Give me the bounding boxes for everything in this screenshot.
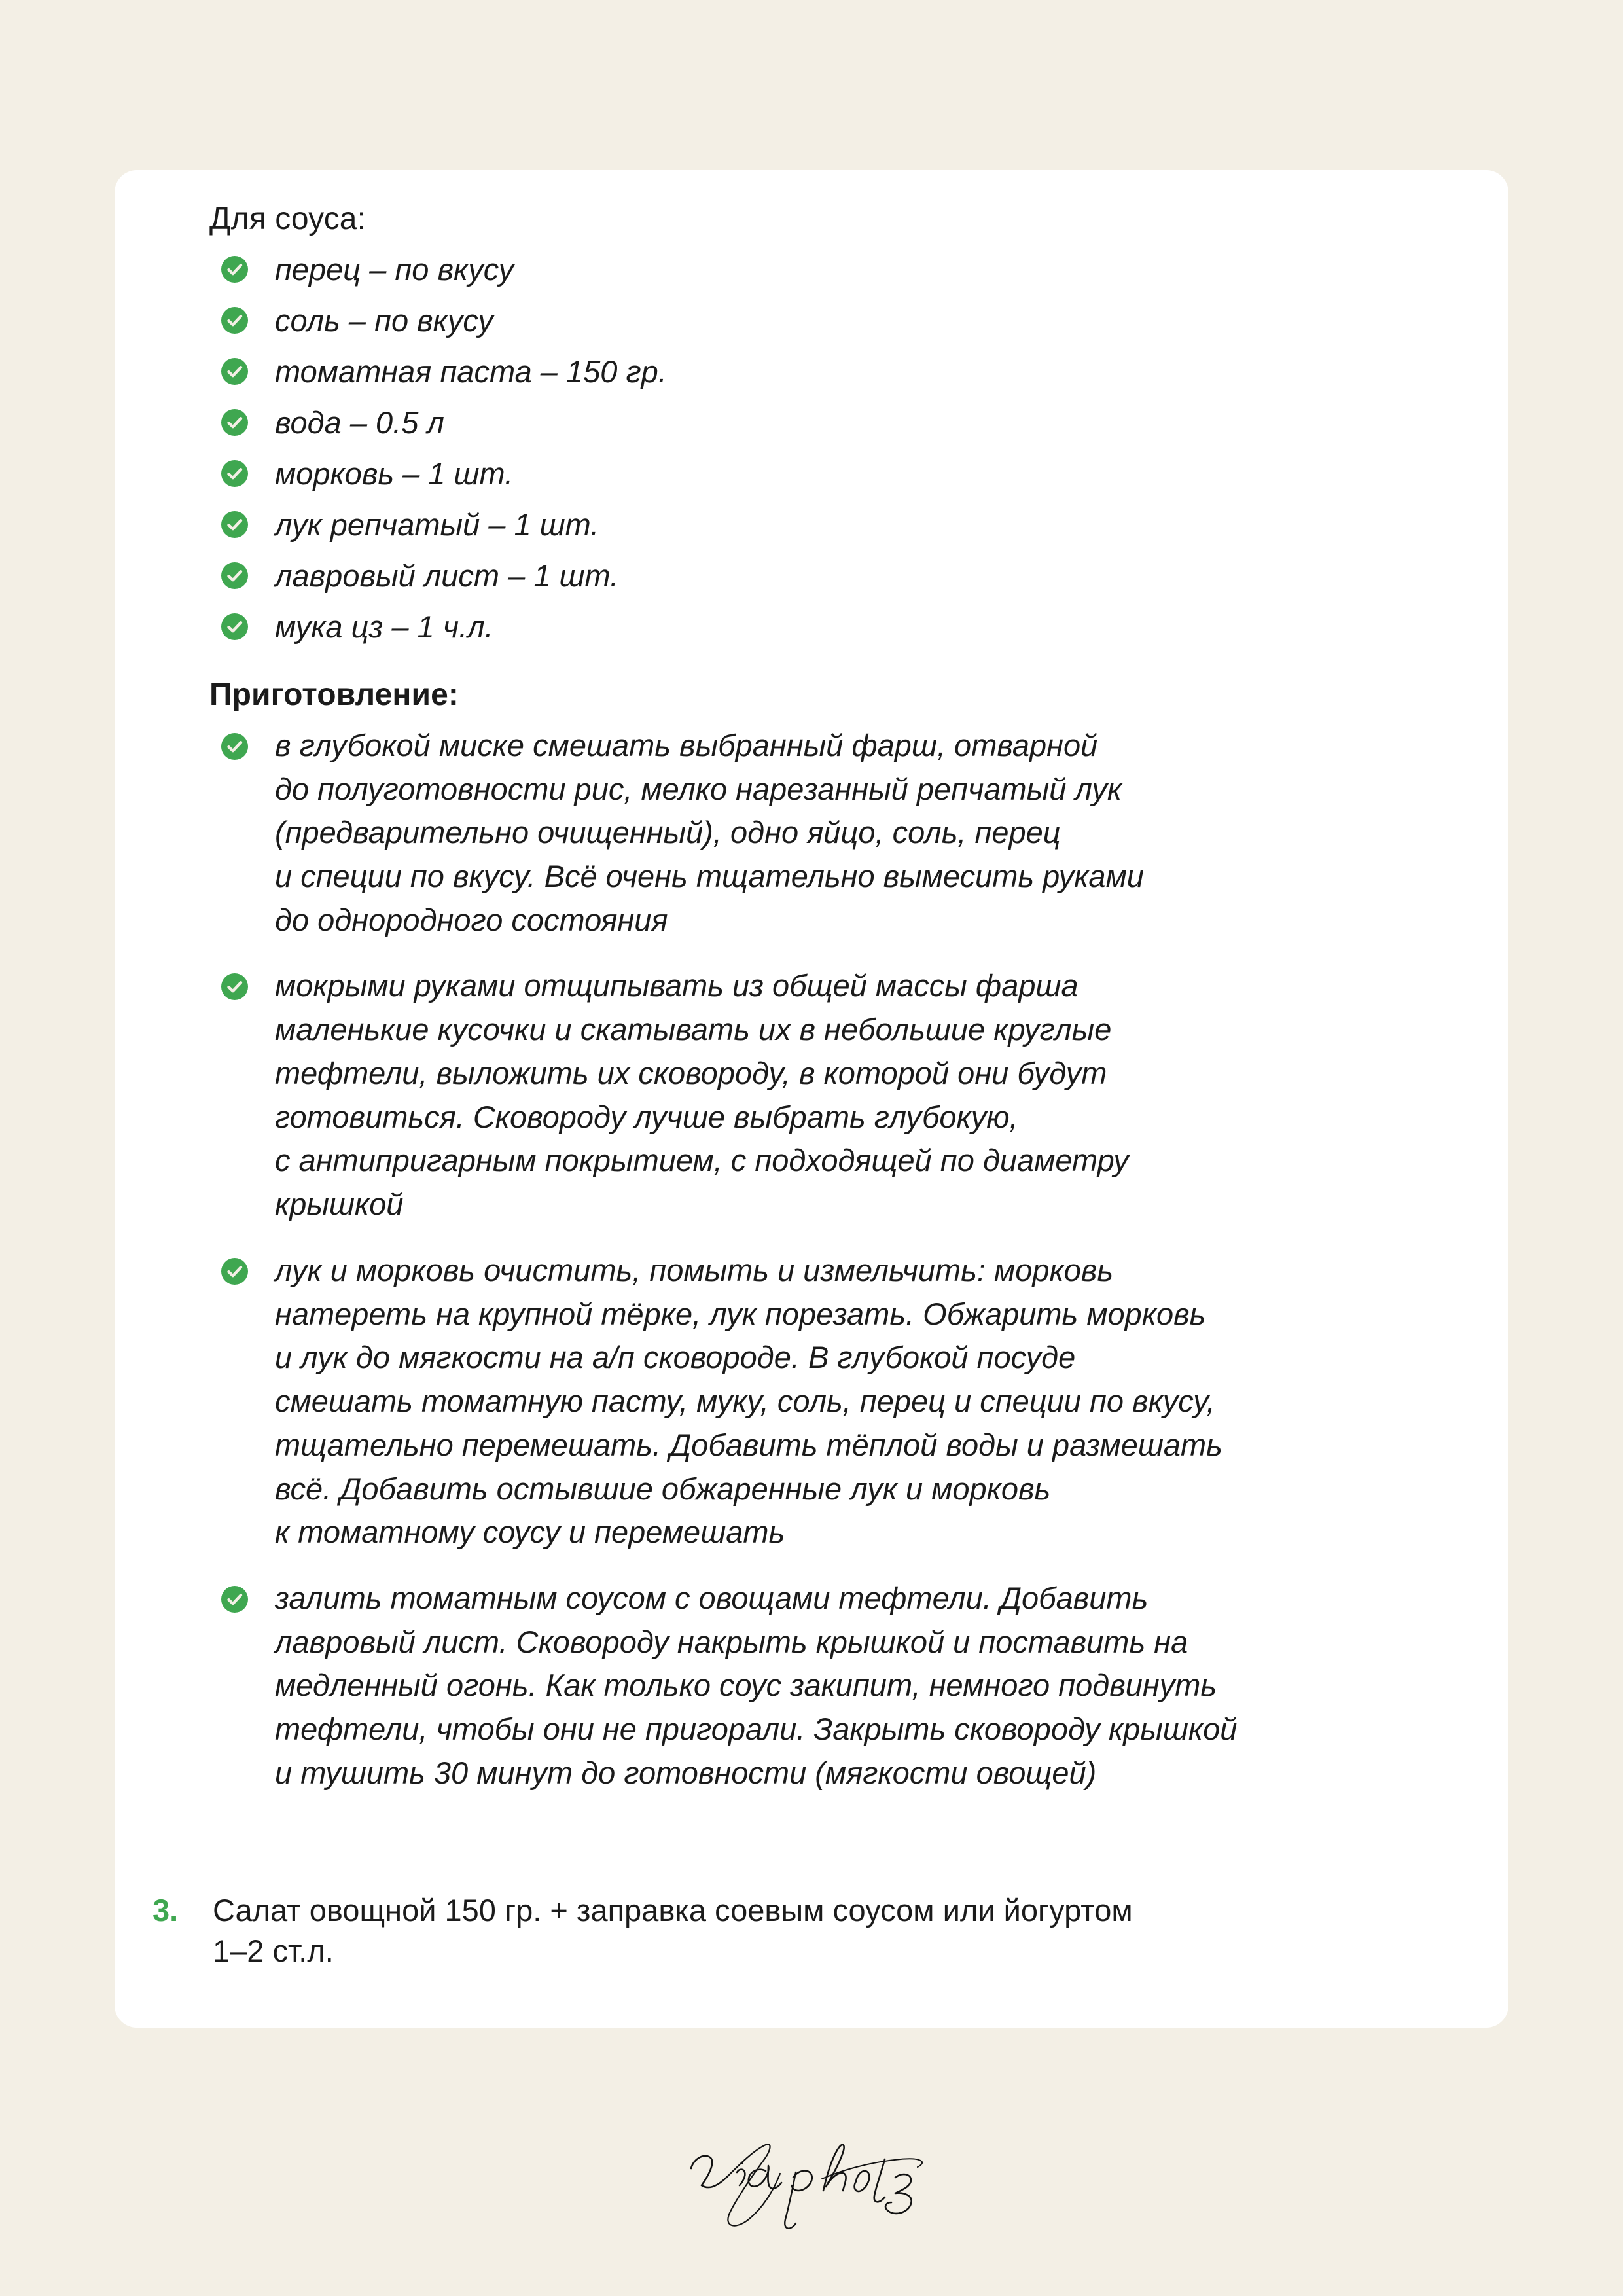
list-item (209, 351, 1492, 391)
step-line: готовиться. Сковороду лучше выбрать глубокую, (275, 1099, 1018, 1134)
numbered-list-item (152, 1890, 1522, 1971)
step-line: и тушить 30 минут до готовности (мягкости овощей) (275, 1755, 1097, 1790)
card-content (209, 200, 1492, 1795)
step-line: в глубокой миске смешать выбранный фарш, отварной (275, 727, 1098, 762)
step-line: с антипригарным покрытием, с подходящей по диаметру (275, 1143, 1129, 1178)
preparation-section-heading: Приготовление: (209, 677, 459, 713)
check-circle-icon (221, 358, 248, 385)
list-item (209, 724, 1492, 942)
step-line: до полуготовности рис, мелко нарезанный репчатый лук (275, 771, 1122, 806)
list-item-label: соль – по вкусу (275, 302, 493, 338)
list-item (209, 505, 1492, 545)
list-item (209, 1249, 1492, 1554)
check-circle-icon (221, 562, 248, 589)
step-line: до однородного состояния (275, 902, 668, 937)
list-item-label: перец – по вкусу (275, 251, 514, 287)
watermark (0, 2121, 1623, 2251)
step-line: маленькие кусочки и скатывать их в небольшие круглые (275, 1012, 1112, 1047)
step-line: смешать томатную пасту, муку, соль, перец и специи по вкусу, (275, 1384, 1215, 1419)
recipe-card (115, 170, 1508, 2028)
step-line: тщательно перемешать. Добавить тёплой воды и размешать (275, 1427, 1222, 1462)
list-item-label: мука цз – 1 ч.л. (275, 609, 493, 645)
list-item (209, 1577, 1492, 1795)
step-line: лавровый лист. Сковороду накрыть крышкой и поставить на (275, 1624, 1188, 1659)
check-circle-icon (221, 511, 248, 538)
signature-script-icon (668, 2130, 955, 2242)
step-line: тефтели, чтобы они не пригорали. Закрыть сковороду крышкой (275, 1712, 1238, 1747)
step-line: лук и морковь очистить, помыть и измельчить: морковь (275, 1252, 1114, 1287)
numbered-item-line: 1–2 ст.л. (213, 1933, 334, 1969)
preparation-step-list (209, 724, 1492, 1795)
list-item (209, 964, 1492, 1226)
step-line: крышкой (275, 1187, 404, 1222)
step-line: тефтели, выложить их сковороду, в которой они будут (275, 1055, 1107, 1090)
check-circle-icon (221, 973, 248, 1000)
check-circle-icon (221, 460, 248, 487)
check-circle-icon (221, 613, 248, 640)
check-circle-icon (221, 733, 248, 760)
check-circle-icon (221, 1258, 248, 1285)
sauce-section-heading: Для соуса: (209, 202, 366, 236)
list-item-label: лук репчатый – 1 шт. (275, 507, 599, 542)
list-item-label: морковь – 1 шт. (275, 456, 514, 491)
step-line: и специи по вкусу. Всё очень тщательно вымесить руками (275, 858, 1144, 893)
step-line: залить томатным соусом с овощами тефтели. Добавить (275, 1581, 1149, 1615)
step-line: к томатному соусу и перемешать (275, 1515, 785, 1550)
check-circle-icon (221, 409, 248, 436)
check-circle-icon (221, 256, 248, 283)
step-line: медленный огонь. Как только соус закипит, немного подвинуть (275, 1668, 1217, 1703)
step-line: (предварительно очищенный), одно яйцо, соль, перец (275, 815, 1061, 850)
list-item (209, 300, 1492, 340)
list-item (209, 556, 1492, 596)
numbered-list-marker: 3. (152, 1893, 179, 1928)
numbered-item-line: Салат овощной 150 гр. + заправка соевым соусом или йогуртом (213, 1893, 1133, 1928)
list-item-label: вода – 0.5 л (275, 404, 444, 440)
sauce-ingredient-list (209, 249, 1492, 647)
list-item-label: лавровый лист – 1 шт. (275, 558, 619, 594)
list-item (209, 403, 1492, 442)
step-line: всё. Добавить остывшие обжаренные лук и морковь (275, 1471, 1051, 1506)
check-circle-icon (221, 307, 248, 334)
step-line: и лук до мягкости на а/п сковороде. В глубокой посуде (275, 1340, 1076, 1375)
list-item (209, 607, 1492, 647)
step-line: мокрыми руками отщипывать из общей массы фарша (275, 968, 1079, 1003)
list-item (209, 454, 1492, 493)
check-circle-icon (221, 1586, 248, 1613)
list-item (209, 249, 1492, 289)
list-item-label: томатная паста – 150 гр. (275, 353, 667, 389)
step-line: натереть на крупной тёрке, лук порезать. Обжарить морковь (275, 1296, 1206, 1331)
